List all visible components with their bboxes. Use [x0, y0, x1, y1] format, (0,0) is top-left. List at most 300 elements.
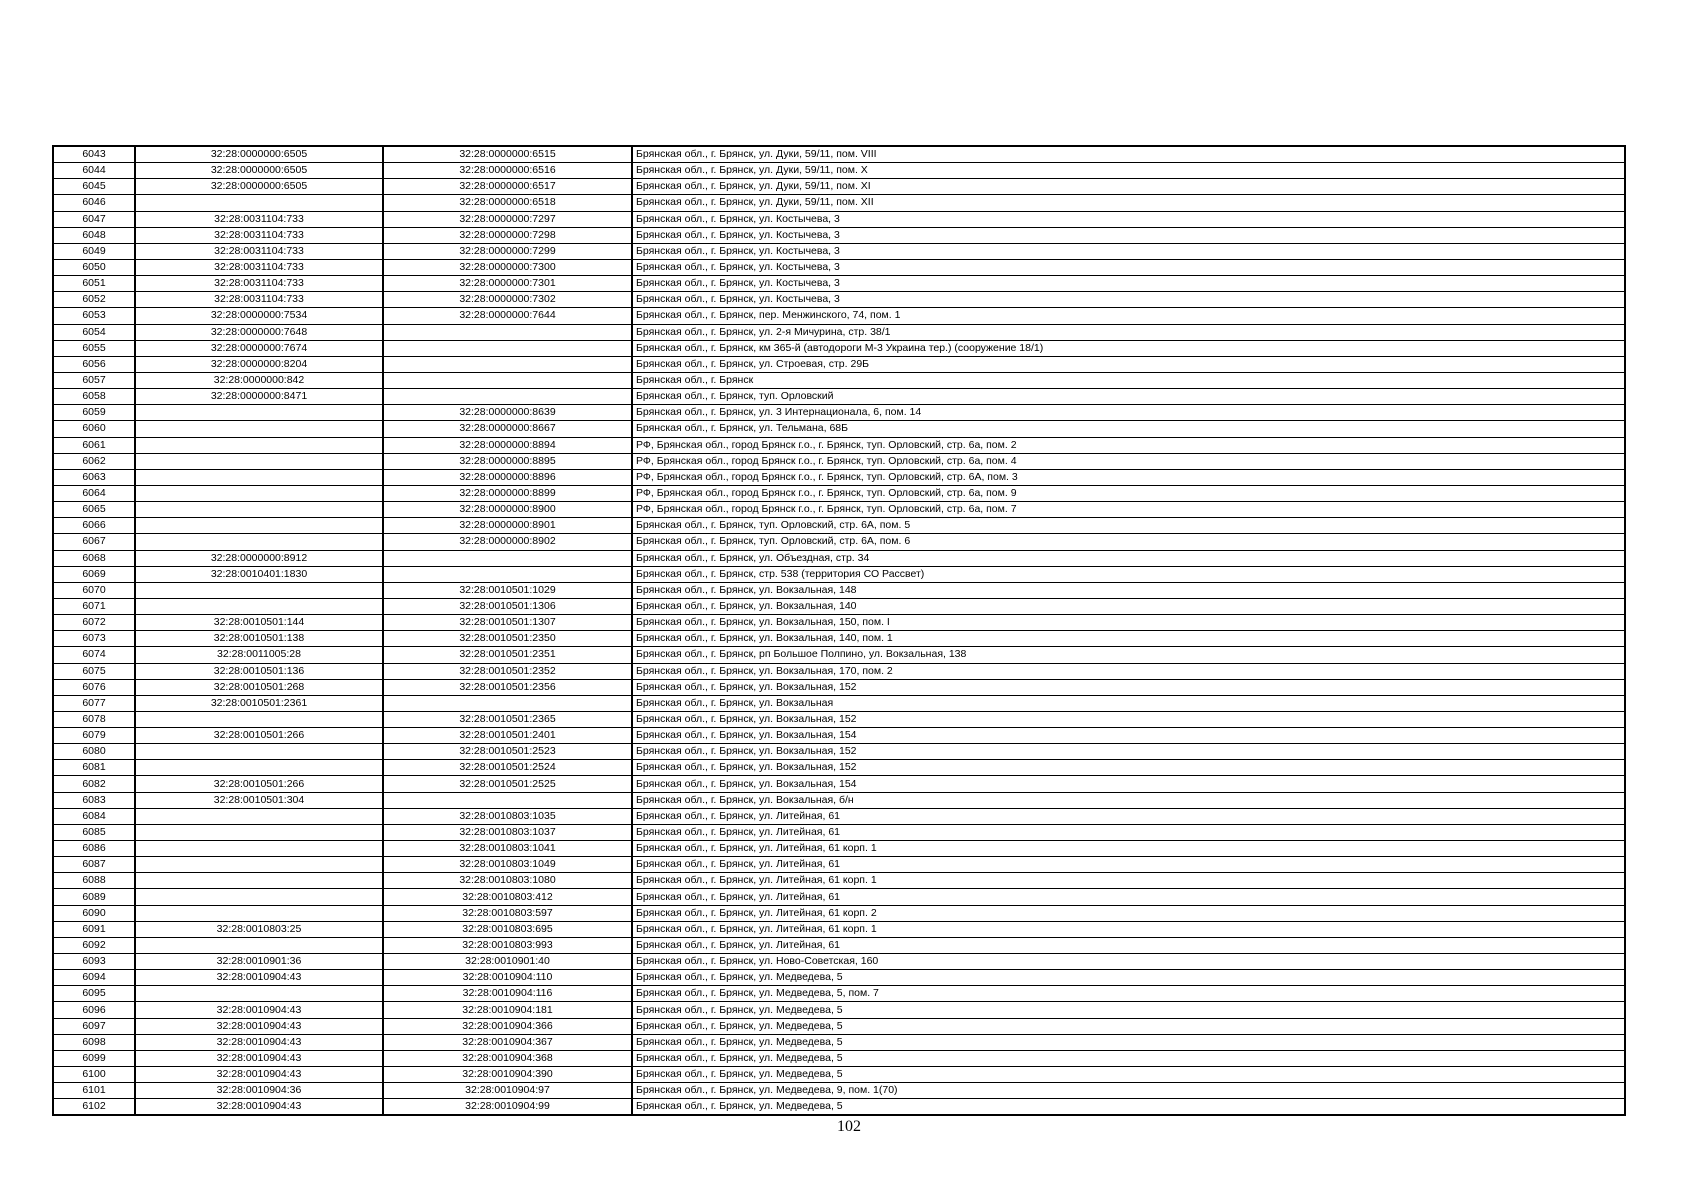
row-number-cell: 6069	[53, 566, 135, 582]
address-cell: Брянская обл., г. Брянск, ул. Литейная, 61 корп. 1	[632, 841, 1625, 857]
parent-cadastral-number-cell	[135, 889, 383, 905]
table-row	[53, 1099, 1625, 1116]
parent-cadastral-number-cell	[135, 905, 383, 921]
address-cell: Брянская обл., г. Брянск, ул. Медведева, 5, пом. 7	[632, 986, 1625, 1002]
row-number-cell: 6080	[53, 744, 135, 760]
cadastral-number-cell: 32:28:0000000:8639	[383, 405, 632, 421]
parent-cadastral-number-cell	[135, 873, 383, 889]
table-row	[53, 776, 1625, 792]
parent-cadastral-number-cell: 32:28:0000000:6505	[135, 163, 383, 179]
cadastral-number-cell: 32:28:0010501:2352	[383, 663, 632, 679]
registry-table-body	[53, 146, 1625, 1115]
table-row	[53, 970, 1625, 986]
address-cell: Брянская обл., г. Брянск, ул. Костычева, 3	[632, 276, 1625, 292]
cadastral-number-cell: 32:28:0000000:6518	[383, 195, 632, 211]
parent-cadastral-number-cell	[135, 598, 383, 614]
address-cell: Брянская обл., г. Брянск, ул. Медведева, 5	[632, 1034, 1625, 1050]
address-cell: Брянская обл., г. Брянск, ул. Тельмана, 68Б	[632, 421, 1625, 437]
address-cell: Брянская обл., г. Брянск	[632, 372, 1625, 388]
parent-cadastral-number-cell: 32:28:0031104:733	[135, 292, 383, 308]
cadastral-number-cell: 32:28:0010501:2525	[383, 776, 632, 792]
row-number-cell: 6083	[53, 792, 135, 808]
table-row	[53, 679, 1625, 695]
row-number-cell: 6074	[53, 647, 135, 663]
table-row	[53, 1050, 1625, 1066]
row-number-cell: 6059	[53, 405, 135, 421]
row-number-cell: 6044	[53, 163, 135, 179]
row-number-cell: 6076	[53, 679, 135, 695]
cadastral-number-cell: 32:28:0010803:1037	[383, 824, 632, 840]
address-cell: Брянская обл., г. Брянск, ул. Литейная, 61	[632, 808, 1625, 824]
cadastral-number-cell: 32:28:0000000:7644	[383, 308, 632, 324]
address-cell: Брянская обл., г. Брянск, ул. Вокзальная, 154	[632, 728, 1625, 744]
parent-cadastral-number-cell: 32:28:0010501:2361	[135, 695, 383, 711]
table-row	[53, 1067, 1625, 1083]
parent-cadastral-number-cell: 32:28:0010501:266	[135, 776, 383, 792]
address-cell: Брянская обл., г. Брянск, ул. Литейная, 61 корп. 2	[632, 905, 1625, 921]
table-row	[53, 356, 1625, 372]
parent-cadastral-number-cell	[135, 711, 383, 727]
table-row	[53, 1002, 1625, 1018]
cadastral-number-cell: 32:28:0000000:8900	[383, 502, 632, 518]
parent-cadastral-number-cell: 32:28:0010904:43	[135, 970, 383, 986]
cadastral-number-cell: 32:28:0000000:7299	[383, 243, 632, 259]
parent-cadastral-number-cell: 32:28:0011005:28	[135, 647, 383, 663]
parent-cadastral-number-cell: 32:28:0010401:1830	[135, 566, 383, 582]
address-cell: Брянская обл., г. Брянск, ул. Медведева, 9, пом. 1(70)	[632, 1083, 1625, 1099]
address-cell: Брянская обл., г. Брянск, ул. Медведева, 5	[632, 1099, 1625, 1116]
address-cell: Брянская обл., г. Брянск, ул. 2-я Мичурина, стр. 38/1	[632, 324, 1625, 340]
parent-cadastral-number-cell	[135, 841, 383, 857]
parent-cadastral-number-cell: 32:28:0031104:733	[135, 211, 383, 227]
table-row	[53, 502, 1625, 518]
cadastral-number-cell: 32:28:0000000:7297	[383, 211, 632, 227]
row-number-cell: 6068	[53, 550, 135, 566]
table-row	[53, 695, 1625, 711]
parent-cadastral-number-cell: 32:28:0010501:266	[135, 728, 383, 744]
parent-cadastral-number-cell: 32:28:0031104:733	[135, 276, 383, 292]
address-cell: Брянская обл., г. Брянск, ул. Вокзальная, 152	[632, 760, 1625, 776]
row-number-cell: 6067	[53, 534, 135, 550]
cadastral-number-cell	[383, 566, 632, 582]
address-cell: Брянская обл., г. Брянск, ул. Вокзальная	[632, 695, 1625, 711]
row-number-cell: 6045	[53, 179, 135, 195]
row-number-cell: 6085	[53, 824, 135, 840]
parent-cadastral-number-cell	[135, 405, 383, 421]
cadastral-number-cell: 32:28:0010904:390	[383, 1067, 632, 1083]
cadastral-number-cell: 32:28:0000000:8899	[383, 485, 632, 501]
cadastral-number-cell: 32:28:0010501:2350	[383, 631, 632, 647]
cadastral-number-cell: 32:28:0000000:7301	[383, 276, 632, 292]
row-number-cell: 6046	[53, 195, 135, 211]
row-number-cell: 6077	[53, 695, 135, 711]
table-row	[53, 937, 1625, 953]
address-cell: Брянская обл., г. Брянск, ул. Вокзальная, 140	[632, 598, 1625, 614]
address-cell: Брянская обл., г. Брянск, ул. Дуки, 59/11, пом. X	[632, 163, 1625, 179]
address-cell: Брянская обл., г. Брянск, ул. Вокзальная, 152	[632, 711, 1625, 727]
row-number-cell: 6094	[53, 970, 135, 986]
row-number-cell: 6058	[53, 389, 135, 405]
parent-cadastral-number-cell	[135, 582, 383, 598]
row-number-cell: 6078	[53, 711, 135, 727]
table-row	[53, 921, 1625, 937]
row-number-cell: 6060	[53, 421, 135, 437]
parent-cadastral-number-cell: 32:28:0031104:733	[135, 243, 383, 259]
cadastral-number-cell: 32:28:0000000:7298	[383, 227, 632, 243]
parent-cadastral-number-cell: 32:28:0010904:43	[135, 1050, 383, 1066]
row-number-cell: 6087	[53, 857, 135, 873]
parent-cadastral-number-cell: 32:28:0010501:136	[135, 663, 383, 679]
table-row	[53, 744, 1625, 760]
row-number-cell: 6097	[53, 1018, 135, 1034]
cadastral-number-cell: 32:28:0010904:181	[383, 1002, 632, 1018]
row-number-cell: 6066	[53, 518, 135, 534]
address-cell: Брянская обл., г. Брянск, ул. 3 Интернационала, 6, пом. 14	[632, 405, 1625, 421]
parent-cadastral-number-cell: 32:28:0010501:138	[135, 631, 383, 647]
table-row	[53, 324, 1625, 340]
table-row	[53, 841, 1625, 857]
parent-cadastral-number-cell: 32:28:0010904:43	[135, 1099, 383, 1116]
parent-cadastral-number-cell	[135, 808, 383, 824]
cadastral-number-cell	[383, 340, 632, 356]
address-cell: РФ, Брянская обл., город Брянск г.о., г. Брянск, туп. Орловский, стр. 6а, пом. 4	[632, 453, 1625, 469]
table-row	[53, 485, 1625, 501]
address-cell: Брянская обл., г. Брянск, ул. Медведева, 5	[632, 1067, 1625, 1083]
address-cell: Брянская обл., г. Брянск, ул. Литейная, 61	[632, 857, 1625, 873]
row-number-cell: 6053	[53, 308, 135, 324]
parent-cadastral-number-cell: 32:28:0010501:144	[135, 615, 383, 631]
table-row	[53, 631, 1625, 647]
table-row	[53, 1018, 1625, 1034]
cadastral-number-cell: 32:28:0000000:8667	[383, 421, 632, 437]
parent-cadastral-number-cell: 32:28:0010904:43	[135, 1034, 383, 1050]
parent-cadastral-number-cell	[135, 469, 383, 485]
cadastral-number-cell: 32:28:0010904:368	[383, 1050, 632, 1066]
row-number-cell: 6049	[53, 243, 135, 259]
row-number-cell: 6070	[53, 582, 135, 598]
row-number-cell: 6055	[53, 340, 135, 356]
parent-cadastral-number-cell: 32:28:0031104:733	[135, 227, 383, 243]
row-number-cell: 6088	[53, 873, 135, 889]
address-cell: Брянская обл., г. Брянск, ул. Костычева, 3	[632, 211, 1625, 227]
address-cell: Брянская обл., г. Брянск, км 365-й (автодороги М-3 Украина тер.) (сооружение 18/1)	[632, 340, 1625, 356]
cadastral-number-cell	[383, 695, 632, 711]
table-row	[53, 179, 1625, 195]
table-row	[53, 534, 1625, 550]
row-number-cell: 6081	[53, 760, 135, 776]
row-number-cell: 6061	[53, 437, 135, 453]
table-row	[53, 824, 1625, 840]
cadastral-number-cell: 32:28:0010501:2365	[383, 711, 632, 727]
address-cell: Брянская обл., г. Брянск, ул. Литейная, 61 корп. 1	[632, 873, 1625, 889]
parent-cadastral-number-cell	[135, 421, 383, 437]
cadastral-number-cell: 32:28:0010901:40	[383, 954, 632, 970]
address-cell: Брянская обл., г. Брянск, ул. Объездная, стр. 34	[632, 550, 1625, 566]
cadastral-number-cell: 32:28:0010904:97	[383, 1083, 632, 1099]
address-cell: РФ, Брянская обл., город Брянск г.о., г. Брянск, туп. Орловский, стр. 6а, пом. 7	[632, 502, 1625, 518]
row-number-cell: 6101	[53, 1083, 135, 1099]
row-number-cell: 6047	[53, 211, 135, 227]
address-cell: Брянская обл., г. Брянск, ул. Медведева, 5	[632, 1002, 1625, 1018]
parent-cadastral-number-cell: 32:28:0000000:7648	[135, 324, 383, 340]
cadastral-number-cell	[383, 372, 632, 388]
table-row	[53, 582, 1625, 598]
parent-cadastral-number-cell: 32:28:0000000:6505	[135, 179, 383, 195]
address-cell: РФ, Брянская обл., город Брянск г.о., г. Брянск, туп. Орловский, стр. 6А, пом. 3	[632, 469, 1625, 485]
table-row	[53, 421, 1625, 437]
address-cell: Брянская обл., г. Брянск, ул. Вокзальная, 150, пом. I	[632, 615, 1625, 631]
cadastral-number-cell	[383, 324, 632, 340]
table-row	[53, 857, 1625, 873]
address-cell: Брянская обл., г. Брянск, ул. Медведева, 5	[632, 970, 1625, 986]
address-cell: Брянская обл., г. Брянск, ул. Вокзальная, 152	[632, 744, 1625, 760]
cadastral-number-cell: 32:28:0000000:6517	[383, 179, 632, 195]
cadastral-number-cell: 32:28:0000000:7302	[383, 292, 632, 308]
row-number-cell: 6064	[53, 485, 135, 501]
address-cell: РФ, Брянская обл., город Брянск г.о., г. Брянск, туп. Орловский, стр. 6а, пом. 2	[632, 437, 1625, 453]
row-number-cell: 6051	[53, 276, 135, 292]
parent-cadastral-number-cell	[135, 534, 383, 550]
cadastral-number-cell: 32:28:0010501:1307	[383, 615, 632, 631]
cadastral-number-cell	[383, 356, 632, 372]
cadastral-number-cell: 32:28:0010904:99	[383, 1099, 632, 1116]
table-row	[53, 389, 1625, 405]
parent-cadastral-number-cell: 32:28:0000000:6505	[135, 146, 383, 163]
address-cell: Брянская обл., г. Брянск, ул. Вокзальная, б/н	[632, 792, 1625, 808]
address-cell: Брянская обл., г. Брянск, ул. Литейная, 61	[632, 889, 1625, 905]
table-row	[53, 615, 1625, 631]
cadastral-number-cell: 32:28:0010501:2351	[383, 647, 632, 663]
table-row	[53, 711, 1625, 727]
address-cell: Брянская обл., г. Брянск, ул. Литейная, 61	[632, 937, 1625, 953]
cadastral-number-cell: 32:28:0000000:8896	[383, 469, 632, 485]
table-row	[53, 243, 1625, 259]
table-row	[53, 792, 1625, 808]
cadastral-number-cell: 32:28:0010803:1035	[383, 808, 632, 824]
row-number-cell: 6084	[53, 808, 135, 824]
parent-cadastral-number-cell	[135, 453, 383, 469]
parent-cadastral-number-cell	[135, 502, 383, 518]
address-cell: Брянская обл., г. Брянск, ул. Литейная, 61 корп. 1	[632, 921, 1625, 937]
table-row	[53, 372, 1625, 388]
cadastral-number-cell: 32:28:0000000:8901	[383, 518, 632, 534]
row-number-cell: 6057	[53, 372, 135, 388]
cadastral-number-cell: 32:28:0000000:8895	[383, 453, 632, 469]
cadastral-number-cell: 32:28:0010904:116	[383, 986, 632, 1002]
parent-cadastral-number-cell	[135, 824, 383, 840]
address-cell: Брянская обл., г. Брянск, ул. Литейная, 61	[632, 824, 1625, 840]
cadastral-number-cell: 32:28:0010803:1049	[383, 857, 632, 873]
row-number-cell: 6095	[53, 986, 135, 1002]
table-row	[53, 986, 1625, 1002]
table-row	[53, 308, 1625, 324]
address-cell: Брянская обл., г. Брянск, ул. Вокзальная, 152	[632, 679, 1625, 695]
row-number-cell: 6073	[53, 631, 135, 647]
parent-cadastral-number-cell: 32:28:0010501:268	[135, 679, 383, 695]
parent-cadastral-number-cell: 32:28:0000000:842	[135, 372, 383, 388]
row-number-cell: 6063	[53, 469, 135, 485]
address-cell: Брянская обл., г. Брянск, туп. Орловский	[632, 389, 1625, 405]
table-row	[53, 518, 1625, 534]
cadastral-number-cell: 32:28:0000000:7300	[383, 259, 632, 275]
cadastral-number-cell: 32:28:0010501:2356	[383, 679, 632, 695]
address-cell: Брянская обл., г. Брянск, туп. Орловский, стр. 6А, пом. 5	[632, 518, 1625, 534]
table-row	[53, 259, 1625, 275]
row-number-cell: 6062	[53, 453, 135, 469]
table-row	[53, 163, 1625, 179]
parent-cadastral-number-cell: 32:28:0010904:43	[135, 1018, 383, 1034]
parent-cadastral-number-cell: 32:28:0000000:7534	[135, 308, 383, 324]
address-cell: Брянская обл., г. Брянск, ул. Ново-Советская, 160	[632, 954, 1625, 970]
parent-cadastral-number-cell: 32:28:0010901:36	[135, 954, 383, 970]
cadastral-number-cell: 32:28:0010501:2523	[383, 744, 632, 760]
parent-cadastral-number-cell: 32:28:0000000:8912	[135, 550, 383, 566]
table-row	[53, 211, 1625, 227]
table-row	[53, 405, 1625, 421]
table-row	[53, 905, 1625, 921]
address-cell: Брянская обл., г. Брянск, ул. Костычева, 3	[632, 259, 1625, 275]
parent-cadastral-number-cell	[135, 760, 383, 776]
address-cell: Брянская обл., г. Брянск, ул. Дуки, 59/11, пом. XII	[632, 195, 1625, 211]
address-cell: Брянская обл., г. Брянск, ул. Вокзальная, 154	[632, 776, 1625, 792]
row-number-cell: 6090	[53, 905, 135, 921]
address-cell: Брянская обл., г. Брянск, стр. 538 (территория СО Рассвет)	[632, 566, 1625, 582]
table-row	[53, 663, 1625, 679]
cadastral-number-cell: 32:28:0010501:2401	[383, 728, 632, 744]
address-cell: РФ, Брянская обл., город Брянск г.о., г. Брянск, туп. Орловский, стр. 6а, пом. 9	[632, 485, 1625, 501]
address-cell: Брянская обл., г. Брянск, пер. Менжинского, 74, пом. 1	[632, 308, 1625, 324]
address-cell: Брянская обл., г. Брянск, рп Большое Полпино, ул. Вокзальная, 138	[632, 647, 1625, 663]
parent-cadastral-number-cell: 32:28:0010904:43	[135, 1002, 383, 1018]
row-number-cell: 6079	[53, 728, 135, 744]
address-cell: Брянская обл., г. Брянск, ул. Костычева, 3	[632, 243, 1625, 259]
row-number-cell: 6089	[53, 889, 135, 905]
cadastral-number-cell: 32:28:0000000:6515	[383, 146, 632, 163]
row-number-cell: 6098	[53, 1034, 135, 1050]
parent-cadastral-number-cell: 32:28:0000000:8471	[135, 389, 383, 405]
row-number-cell: 6071	[53, 598, 135, 614]
cadastral-number-cell: 32:28:0010803:1080	[383, 873, 632, 889]
cadastral-number-cell: 32:28:0010803:1041	[383, 841, 632, 857]
table-row	[53, 276, 1625, 292]
parent-cadastral-number-cell	[135, 857, 383, 873]
cadastral-number-cell: 32:28:0010904:366	[383, 1018, 632, 1034]
row-number-cell: 6054	[53, 324, 135, 340]
address-cell: Брянская обл., г. Брянск, ул. Вокзальная, 140, пом. 1	[632, 631, 1625, 647]
row-number-cell: 6102	[53, 1099, 135, 1116]
table-row	[53, 227, 1625, 243]
table-row	[53, 1034, 1625, 1050]
row-number-cell: 6096	[53, 1002, 135, 1018]
table-row	[53, 566, 1625, 582]
row-number-cell: 6043	[53, 146, 135, 163]
cadastral-number-cell: 32:28:0010501:1306	[383, 598, 632, 614]
cadastral-number-cell: 32:28:0010904:110	[383, 970, 632, 986]
row-number-cell: 6100	[53, 1067, 135, 1083]
address-cell: Брянская обл., г. Брянск, ул. Вокзальная, 170, пом. 2	[632, 663, 1625, 679]
table-row	[53, 873, 1625, 889]
parent-cadastral-number-cell	[135, 518, 383, 534]
parent-cadastral-number-cell	[135, 986, 383, 1002]
row-number-cell: 6075	[53, 663, 135, 679]
parent-cadastral-number-cell: 32:28:0010904:36	[135, 1083, 383, 1099]
address-cell: Брянская обл., г. Брянск, ул. Костычева, 3	[632, 227, 1625, 243]
table-row	[53, 292, 1625, 308]
cadastral-number-cell: 32:28:0010501:1029	[383, 582, 632, 598]
address-cell: Брянская обл., г. Брянск, ул. Медведева, 5	[632, 1018, 1625, 1034]
parent-cadastral-number-cell	[135, 937, 383, 953]
table-row	[53, 760, 1625, 776]
row-number-cell: 6048	[53, 227, 135, 243]
parent-cadastral-number-cell	[135, 437, 383, 453]
cadastral-number-cell: 32:28:0000000:8902	[383, 534, 632, 550]
parent-cadastral-number-cell	[135, 195, 383, 211]
table-row	[53, 889, 1625, 905]
row-number-cell: 6093	[53, 954, 135, 970]
address-cell: Брянская обл., г. Брянск, ул. Дуки, 59/11, пом. XI	[632, 179, 1625, 195]
cadastral-number-cell: 32:28:0010904:367	[383, 1034, 632, 1050]
parent-cadastral-number-cell: 32:28:0031104:733	[135, 259, 383, 275]
cadastral-number-cell: 32:28:0010803:412	[383, 889, 632, 905]
row-number-cell: 6056	[53, 356, 135, 372]
row-number-cell: 6086	[53, 841, 135, 857]
parent-cadastral-number-cell: 32:28:0000000:8204	[135, 356, 383, 372]
row-number-cell: 6092	[53, 937, 135, 953]
address-cell: Брянская обл., г. Брянск, туп. Орловский, стр. 6А, пом. 6	[632, 534, 1625, 550]
table-row	[53, 146, 1625, 163]
address-cell: Брянская обл., г. Брянск, ул. Медведева, 5	[632, 1050, 1625, 1066]
row-number-cell: 6082	[53, 776, 135, 792]
table-row	[53, 598, 1625, 614]
cadastral-number-cell: 32:28:0000000:8894	[383, 437, 632, 453]
cadastral-number-cell: 32:28:0010803:695	[383, 921, 632, 937]
address-cell: Брянская обл., г. Брянск, ул. Дуки, 59/11, пом. VIII	[632, 146, 1625, 163]
address-cell: Брянская обл., г. Брянск, ул. Вокзальная, 148	[632, 582, 1625, 598]
cadastral-number-cell	[383, 550, 632, 566]
row-number-cell: 6099	[53, 1050, 135, 1066]
row-number-cell: 6052	[53, 292, 135, 308]
row-number-cell: 6065	[53, 502, 135, 518]
cadastral-number-cell: 32:28:0010803:597	[383, 905, 632, 921]
cadastral-number-cell: 32:28:0000000:6516	[383, 163, 632, 179]
table-row	[53, 954, 1625, 970]
row-number-cell: 6072	[53, 615, 135, 631]
cadastral-number-cell: 32:28:0010501:2524	[383, 760, 632, 776]
table-row	[53, 647, 1625, 663]
address-cell: Брянская обл., г. Брянск, ул. Строевая, стр. 29Б	[632, 356, 1625, 372]
table-row	[53, 808, 1625, 824]
table-row	[53, 340, 1625, 356]
cadastral-number-cell: 32:28:0010803:993	[383, 937, 632, 953]
registry-table	[52, 145, 1626, 1116]
parent-cadastral-number-cell	[135, 744, 383, 760]
parent-cadastral-number-cell: 32:28:0000000:7674	[135, 340, 383, 356]
table-row	[53, 453, 1625, 469]
table-row	[53, 469, 1625, 485]
page-number: 102	[837, 1118, 861, 1135]
parent-cadastral-number-cell: 32:28:0010501:304	[135, 792, 383, 808]
table-row	[53, 550, 1625, 566]
cadastral-number-cell	[383, 792, 632, 808]
row-number-cell: 6050	[53, 259, 135, 275]
parent-cadastral-number-cell: 32:28:0010904:43	[135, 1067, 383, 1083]
address-cell: Брянская обл., г. Брянск, ул. Костычева, 3	[632, 292, 1625, 308]
parent-cadastral-number-cell	[135, 485, 383, 501]
table-row	[53, 728, 1625, 744]
table-row	[53, 1083, 1625, 1099]
cadastral-number-cell	[383, 389, 632, 405]
row-number-cell: 6091	[53, 921, 135, 937]
